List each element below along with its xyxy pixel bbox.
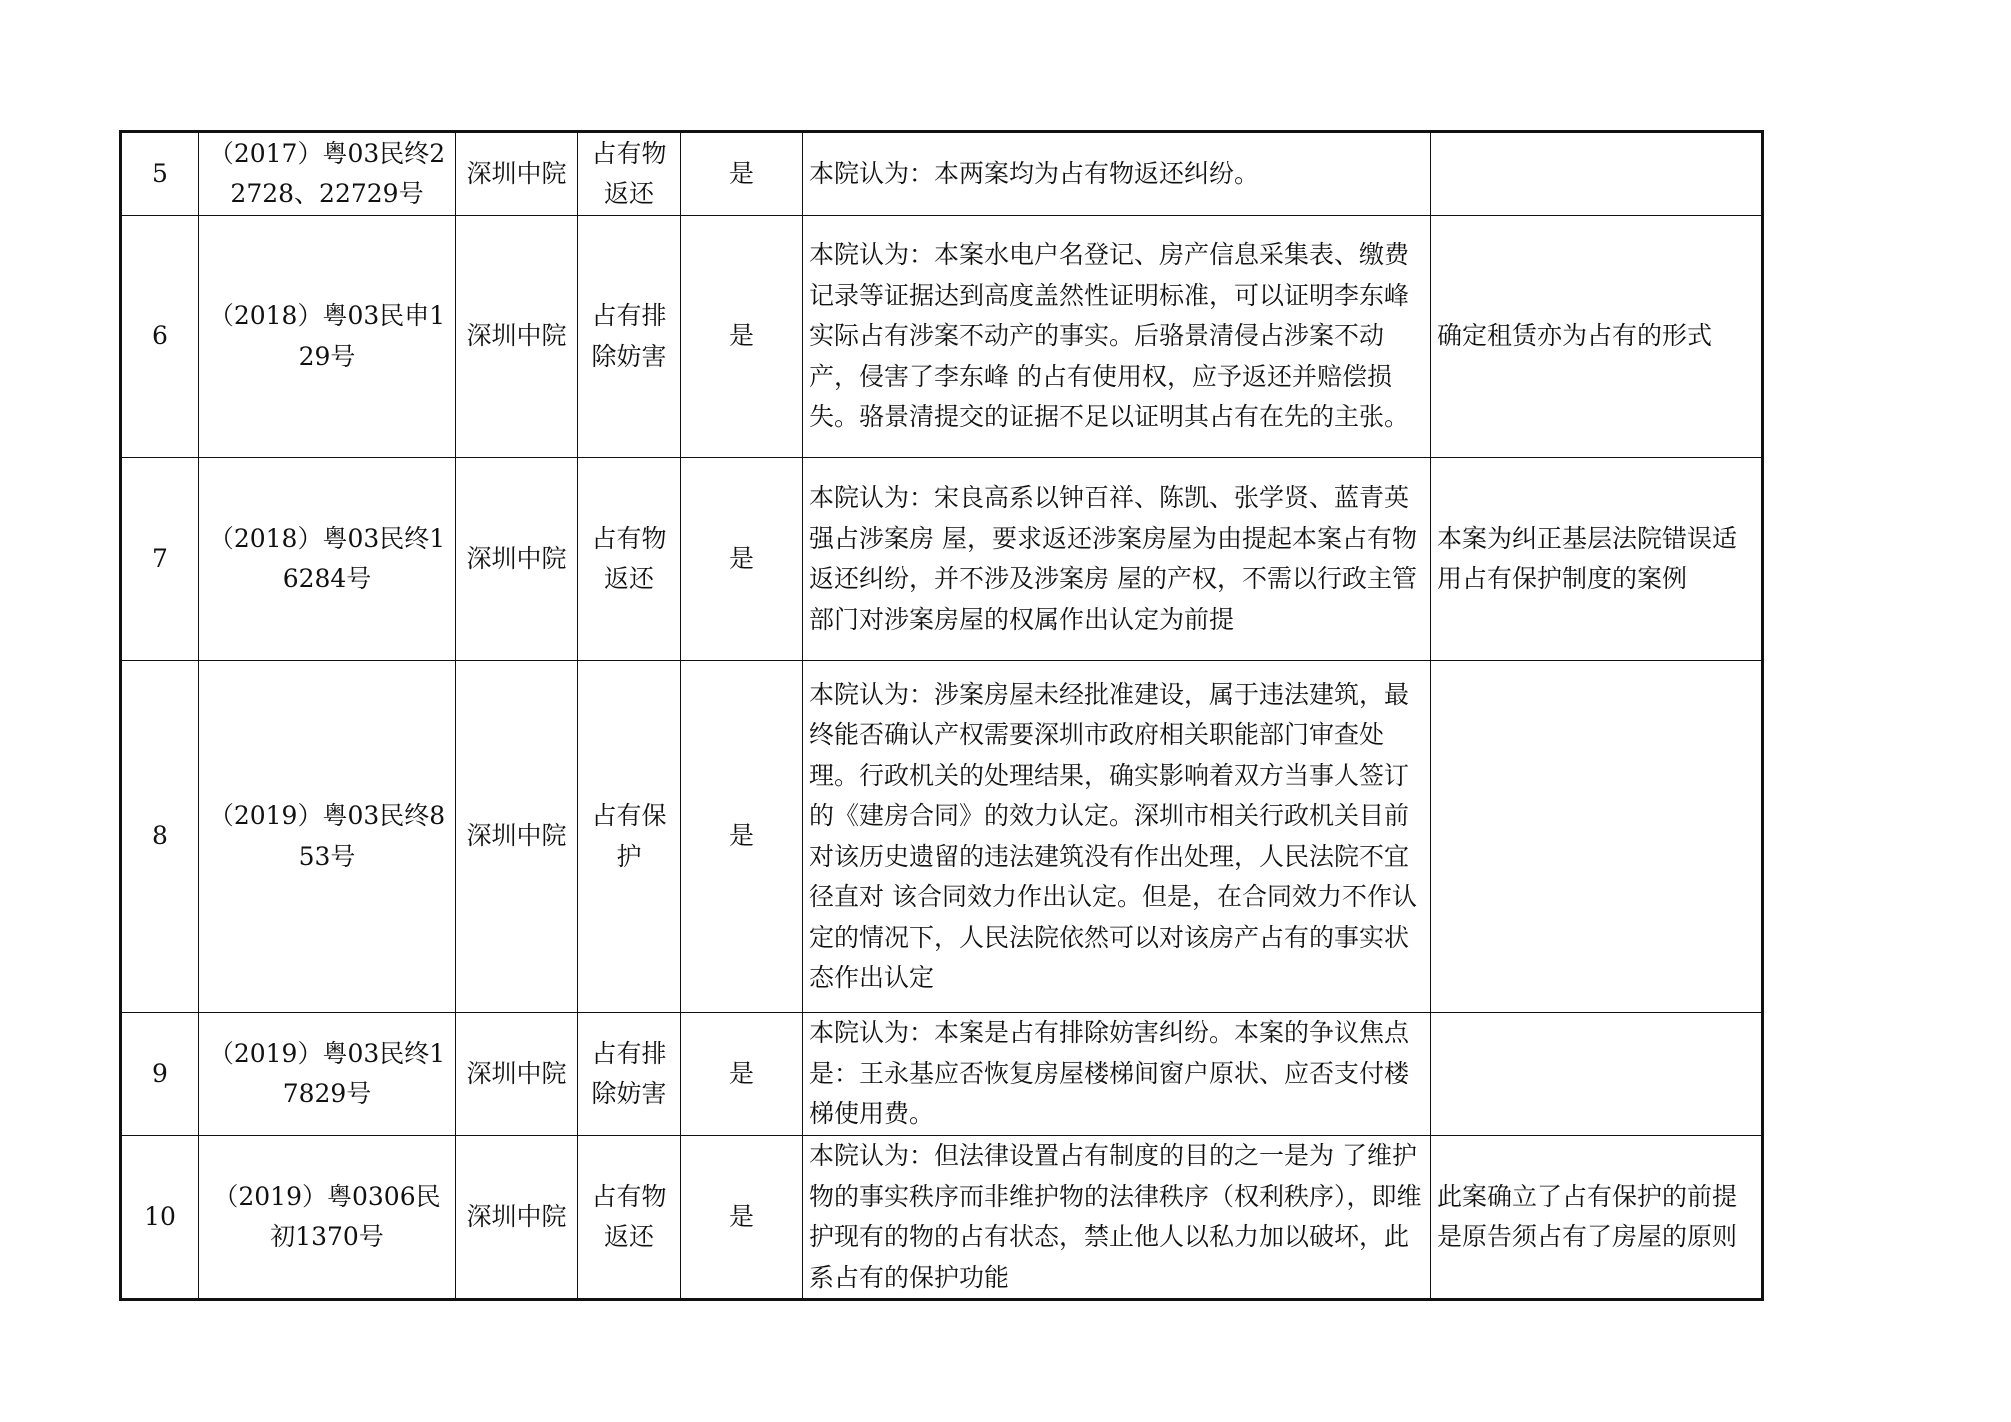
court-reasoning: 本院认为：本两案均为占有物返还纠纷。 xyxy=(803,132,1431,216)
court-reasoning: 本院认为：涉案房屋未经批准建设，属于违法建筑，最终能否确认产权需要深圳市政府相关职能部门审查处理。行政机关的处理结果，确实影响着双方当事人签订的《建房合同》的效力认定。深圳市相关行政机关目前对该历史遗留的违法建筑没有作出处理，人民法院不宜径直对 该合同效力作出认定。但是，在合同效力不作认定的情况下，人民法院依然可以对该房产占有的事实状态作出认定 xyxy=(803,661,1431,1013)
table-row xyxy=(121,216,1763,458)
case-table xyxy=(119,130,1764,1301)
applicable-flag: 是 xyxy=(681,458,803,661)
case-number: （2018）粤03民终16284号 xyxy=(199,458,456,661)
court-name: 深圳中院 xyxy=(456,1013,578,1136)
row-number: 9 xyxy=(121,1013,199,1136)
row-number: 10 xyxy=(121,1136,199,1300)
case-note: 本案为纠正基层法院错误适用占有保护制度的案例 xyxy=(1431,458,1763,661)
applicable-flag: 是 xyxy=(681,1013,803,1136)
case-table-body xyxy=(121,132,1763,1300)
applicable-flag: 是 xyxy=(681,1136,803,1300)
court-reasoning: 本院认为：本案是占有排除妨害纠纷。本案的争议焦点是：王永基应否恢复房屋楼梯间窗户原状、应否支付楼梯使用费。 xyxy=(803,1013,1431,1136)
case-type: 占有物返还 xyxy=(578,132,681,216)
case-number: （2019）粤0306民初1370号 xyxy=(199,1136,456,1300)
case-number: （2017）粤03民终22728、22729号 xyxy=(199,132,456,216)
row-number: 6 xyxy=(121,216,199,458)
case-type: 占有物返还 xyxy=(578,458,681,661)
court-name: 深圳中院 xyxy=(456,216,578,458)
case-note: 此案确立了占有保护的前提是原告须占有了房屋的原则 xyxy=(1431,1136,1763,1300)
row-number: 8 xyxy=(121,661,199,1013)
table-row xyxy=(121,132,1763,216)
case-number: （2019）粤03民终17829号 xyxy=(199,1013,456,1136)
table-row xyxy=(121,1136,1763,1300)
applicable-flag: 是 xyxy=(681,132,803,216)
case-note xyxy=(1431,661,1763,1013)
case-number: （2018）粤03民申129号 xyxy=(199,216,456,458)
row-number: 5 xyxy=(121,132,199,216)
case-type: 占有物返还 xyxy=(578,1136,681,1300)
court-name: 深圳中院 xyxy=(456,458,578,661)
court-reasoning: 本院认为：本案水电户名登记、房产信息采集表、缴费记录等证据达到高度盖然性证明标准，可以证明李东峰实际占有涉案不动产的事实。后骆景清侵占涉案不动产，侵害了李东峰 的占有使用权，应予返还并赔偿损失。骆景清提交的证据不足以证明其占有在先的主张。 xyxy=(803,216,1431,458)
applicable-flag: 是 xyxy=(681,661,803,1013)
row-number: 7 xyxy=(121,458,199,661)
court-name: 深圳中院 xyxy=(456,132,578,216)
table-row xyxy=(121,458,1763,661)
case-number: （2019）粤03民终853号 xyxy=(199,661,456,1013)
court-name: 深圳中院 xyxy=(456,661,578,1013)
applicable-flag: 是 xyxy=(681,216,803,458)
case-note xyxy=(1431,1013,1763,1136)
court-reasoning: 本院认为：宋良高系以钟百祥、陈凯、张学贤、蓝青英强占涉案房 屋，要求返还涉案房屋为由提起本案占有物返还纠纷，并不涉及涉案房 屋的产权，不需以行政主管部门对涉案房屋的权属作出认定为前提 xyxy=(803,458,1431,661)
case-note: 确定租赁亦为占有的形式 xyxy=(1431,216,1763,458)
court-reasoning: 本院认为：但法律设置占有制度的目的之一是为 了维护物的事实秩序而非维护物的法律秩序（权利秩序），即维护现有的物的占有状态，禁止他人以私力加以破坏，此系占有的保护功能 xyxy=(803,1136,1431,1300)
case-type: 占有排除妨害 xyxy=(578,216,681,458)
table-row xyxy=(121,1013,1763,1136)
table-row xyxy=(121,661,1763,1013)
case-type: 占有保护 xyxy=(578,661,681,1013)
case-type: 占有排除妨害 xyxy=(578,1013,681,1136)
case-note xyxy=(1431,132,1763,216)
court-name: 深圳中院 xyxy=(456,1136,578,1300)
